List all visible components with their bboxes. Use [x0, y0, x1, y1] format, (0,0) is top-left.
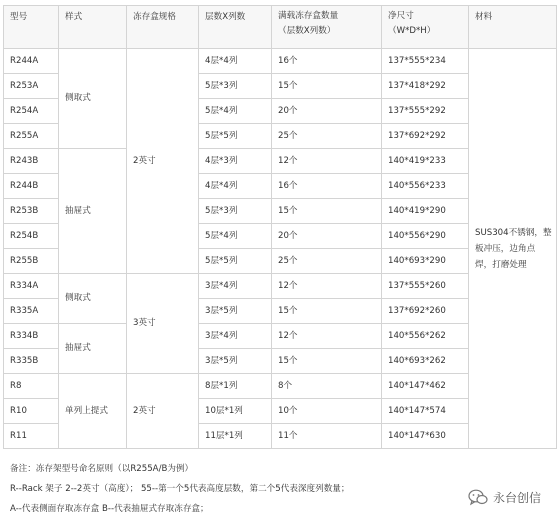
cell-style: 侧取式	[59, 49, 127, 149]
cell-layers: 5层*5列	[199, 124, 272, 149]
cell-style: 抽屉式	[59, 324, 127, 374]
note-line: 备注：冻存架型号命名原则（以R255A/B为例）	[10, 464, 194, 474]
cell-size: 137*692*292	[382, 124, 469, 149]
wechat-icon	[468, 489, 488, 506]
cell-layers: 5层*3列	[199, 74, 272, 99]
cell-count: 16个	[272, 49, 382, 74]
cell-size: 140*556*233	[382, 174, 469, 199]
cell-layers: 3层*5列	[199, 299, 272, 324]
cell-model: R253A	[4, 74, 59, 99]
cell-count: 15个	[272, 199, 382, 224]
cell-style: 单列上提式	[59, 374, 127, 449]
header-net-size-sub: （W*D*H）	[388, 26, 436, 36]
notes-section	[10, 459, 350, 519]
note-line: R--Rack 架子 2--2英寸（高度）； 55--第一个5代表高度层数，第二个5代表深度列数量；	[10, 484, 350, 494]
header-layers-cols: 层数X列数	[199, 6, 272, 49]
header-net-size	[382, 6, 469, 49]
cell-layers: 3层*5列	[199, 349, 272, 374]
cell-size: 140*693*262	[382, 349, 469, 374]
cell-count: 11个	[272, 424, 382, 449]
cell-model: R335A	[4, 299, 59, 324]
cell-count: 16个	[272, 174, 382, 199]
cell-model: R8	[4, 374, 59, 399]
cell-box-spec: 2英寸	[127, 49, 199, 274]
cell-size: 140*147*630	[382, 424, 469, 449]
cell-layers: 5层*4列	[199, 99, 272, 124]
header-full-load	[272, 6, 382, 49]
cell-layers: 5层*4列	[199, 224, 272, 249]
cell-model: R255A	[4, 124, 59, 149]
cell-size: 137*692*260	[382, 299, 469, 324]
cell-model: R243B	[4, 149, 59, 174]
cell-box-spec: 2英寸	[127, 374, 199, 449]
cell-layers: 4层*3列	[199, 149, 272, 174]
cell-count: 20个	[272, 224, 382, 249]
header-material: 材料	[469, 6, 557, 49]
cell-layers: 8层*1列	[199, 374, 272, 399]
cell-size: 137*418*292	[382, 74, 469, 99]
cell-size: 137*555*292	[382, 99, 469, 124]
cell-model: R10	[4, 399, 59, 424]
cell-layers: 5层*5列	[199, 249, 272, 274]
cell-model: R334A	[4, 274, 59, 299]
cell-layers: 4层*4列	[199, 174, 272, 199]
cell-style: 侧取式	[59, 274, 127, 324]
cell-count: 12个	[272, 274, 382, 299]
watermark	[468, 489, 541, 506]
cell-size: 140*556*262	[382, 324, 469, 349]
cell-count: 8个	[272, 374, 382, 399]
cell-box-spec: 3英寸	[127, 274, 199, 374]
cell-layers: 3层*4列	[199, 274, 272, 299]
cell-size: 140*147*574	[382, 399, 469, 424]
cell-size: 137*555*260	[382, 274, 469, 299]
cell-model: R244B	[4, 174, 59, 199]
table-row	[4, 49, 557, 74]
cell-model: R244A	[4, 49, 59, 74]
cell-layers: 4层*4列	[199, 49, 272, 74]
cell-count: 15个	[272, 74, 382, 99]
cell-count: 20个	[272, 99, 382, 124]
cell-count: 25个	[272, 249, 382, 274]
cell-model: R254A	[4, 99, 59, 124]
cell-material: SUS304不锈钢，整板冲压，边角点焊，打磨处理	[469, 49, 557, 449]
cell-count: 25个	[272, 124, 382, 149]
cell-model: R253B	[4, 199, 59, 224]
cell-count: 12个	[272, 324, 382, 349]
note-line: A--代表侧面存取冻存盒 B--代表抽屉式存取冻存盒；	[10, 504, 209, 514]
cell-size: 140*419*290	[382, 199, 469, 224]
cell-count: 12个	[272, 149, 382, 174]
header-style: 样式	[59, 6, 127, 49]
cell-model: R254B	[4, 224, 59, 249]
header-full-load-sub: （层数X列数）	[278, 26, 336, 36]
cell-model: R334B	[4, 324, 59, 349]
cell-count: 15个	[272, 349, 382, 374]
cell-size: 140*419*233	[382, 149, 469, 174]
cell-count: 10个	[272, 399, 382, 424]
cell-size: 137*555*234	[382, 49, 469, 74]
cell-size: 140*147*462	[382, 374, 469, 399]
cell-model: R255B	[4, 249, 59, 274]
header-model: 型号	[4, 6, 59, 49]
cell-model: R11	[4, 424, 59, 449]
header-box-spec: 冻存盒规格	[127, 6, 199, 49]
header-net-size-title: 净尺寸	[388, 11, 414, 21]
cell-layers: 5层*3列	[199, 199, 272, 224]
watermark-text: 永台创信	[493, 491, 542, 505]
cell-model: R335B	[4, 349, 59, 374]
cell-layers: 11层*1列	[199, 424, 272, 449]
table-header-row	[4, 6, 557, 49]
spec-table	[3, 5, 557, 449]
cell-count: 15个	[272, 299, 382, 324]
header-full-load-title: 满载冻存盒数量	[278, 11, 339, 21]
cell-size: 140*556*290	[382, 224, 469, 249]
cell-layers: 10层*1列	[199, 399, 272, 424]
cell-layers: 3层*4列	[199, 324, 272, 349]
cell-size: 140*693*290	[382, 249, 469, 274]
cell-style: 抽屉式	[59, 149, 127, 274]
